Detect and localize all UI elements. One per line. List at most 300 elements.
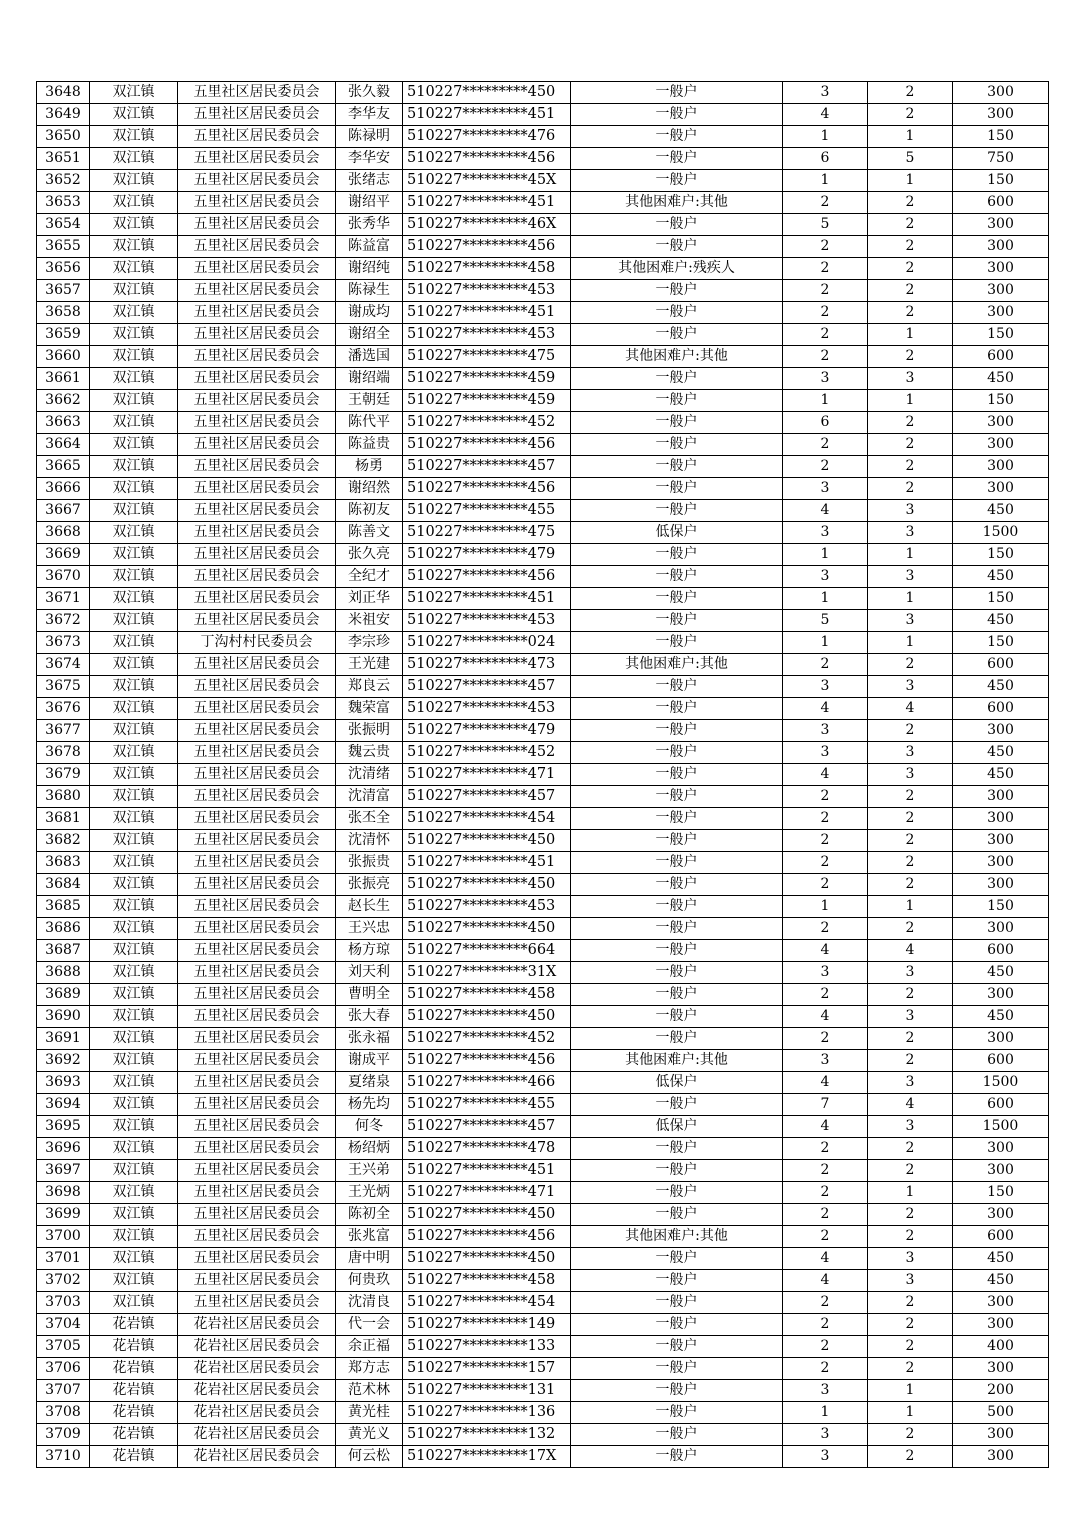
household-type-cell: 一般户 <box>571 896 783 918</box>
amount-cell: 600 <box>953 1094 1049 1116</box>
benefit-count-cell: 2 <box>868 1138 953 1160</box>
table-row <box>37 1138 1049 1160</box>
table-row <box>37 1160 1049 1182</box>
table-row <box>37 1270 1049 1292</box>
benefit-count-cell: 2 <box>868 1160 953 1182</box>
committee-cell: 五里社区居民委员会 <box>178 1182 336 1204</box>
amount-cell: 1500 <box>953 522 1049 544</box>
household-size-cell: 3 <box>783 1380 868 1402</box>
serial-cell: 3688 <box>37 962 90 984</box>
amount-cell: 450 <box>953 566 1049 588</box>
household-type-cell: 一般户 <box>571 434 783 456</box>
serial-cell: 3648 <box>37 82 90 104</box>
town-cell: 双江镇 <box>90 786 178 808</box>
town-cell: 双江镇 <box>90 698 178 720</box>
id-number-cell: 510227*********454 <box>403 808 571 830</box>
town-cell: 双江镇 <box>90 1248 178 1270</box>
id-number-cell: 510227*********453 <box>403 610 571 632</box>
name-cell: 陈初全 <box>336 1204 403 1226</box>
table-row <box>37 1028 1049 1050</box>
town-cell: 双江镇 <box>90 1050 178 1072</box>
town-cell: 双江镇 <box>90 302 178 324</box>
name-cell: 陈益贵 <box>336 434 403 456</box>
benefit-count-cell: 3 <box>868 764 953 786</box>
name-cell: 张大春 <box>336 1006 403 1028</box>
table-row <box>37 258 1049 280</box>
household-type-cell: 一般户 <box>571 1006 783 1028</box>
household-size-cell: 7 <box>783 1094 868 1116</box>
household-type-cell: 一般户 <box>571 500 783 522</box>
amount-cell: 300 <box>953 456 1049 478</box>
household-size-cell: 2 <box>783 654 868 676</box>
amount-cell: 150 <box>953 588 1049 610</box>
serial-cell: 3664 <box>37 434 90 456</box>
serial-cell: 3658 <box>37 302 90 324</box>
table-row <box>37 1094 1049 1116</box>
benefit-count-cell: 2 <box>868 478 953 500</box>
household-type-cell: 一般户 <box>571 918 783 940</box>
id-number-cell: 510227*********157 <box>403 1358 571 1380</box>
serial-cell: 3701 <box>37 1248 90 1270</box>
household-type-cell: 一般户 <box>571 1182 783 1204</box>
table-row <box>37 786 1049 808</box>
household-size-cell: 1 <box>783 1402 868 1424</box>
amount-cell: 450 <box>953 676 1049 698</box>
serial-cell: 3656 <box>37 258 90 280</box>
name-cell: 张绪志 <box>336 170 403 192</box>
serial-cell: 3692 <box>37 1050 90 1072</box>
name-cell: 王兴忠 <box>336 918 403 940</box>
benefit-count-cell: 1 <box>868 1402 953 1424</box>
table-row <box>37 104 1049 126</box>
table-row <box>37 148 1049 170</box>
benefit-count-cell: 2 <box>868 720 953 742</box>
household-size-cell: 1 <box>783 170 868 192</box>
table-row <box>37 522 1049 544</box>
committee-cell: 五里社区居民委员会 <box>178 1292 336 1314</box>
amount-cell: 300 <box>953 808 1049 830</box>
table-row <box>37 1446 1049 1468</box>
benefit-count-cell: 2 <box>868 786 953 808</box>
amount-cell: 300 <box>953 214 1049 236</box>
town-cell: 双江镇 <box>90 830 178 852</box>
table-row <box>37 764 1049 786</box>
amount-cell: 200 <box>953 1380 1049 1402</box>
benefit-count-cell: 2 <box>868 104 953 126</box>
household-type-cell: 一般户 <box>571 390 783 412</box>
id-number-cell: 510227*********131 <box>403 1380 571 1402</box>
town-cell: 双江镇 <box>90 192 178 214</box>
serial-cell: 3655 <box>37 236 90 258</box>
id-number-cell: 510227*********664 <box>403 940 571 962</box>
benefit-count-cell: 1 <box>868 1380 953 1402</box>
town-cell: 双江镇 <box>90 280 178 302</box>
serial-cell: 3663 <box>37 412 90 434</box>
name-cell: 何贵玖 <box>336 1270 403 1292</box>
committee-cell: 五里社区居民委员会 <box>178 918 336 940</box>
household-type-cell: 一般户 <box>571 170 783 192</box>
serial-cell: 3659 <box>37 324 90 346</box>
town-cell: 双江镇 <box>90 852 178 874</box>
household-type-cell: 一般户 <box>571 1028 783 1050</box>
committee-cell: 五里社区居民委员会 <box>178 1116 336 1138</box>
table-row <box>37 170 1049 192</box>
household-type-cell: 一般户 <box>571 676 783 698</box>
benefit-count-cell: 1 <box>868 588 953 610</box>
amount-cell: 150 <box>953 896 1049 918</box>
household-size-cell: 2 <box>783 1028 868 1050</box>
serial-cell: 3660 <box>37 346 90 368</box>
benefit-count-cell: 1 <box>868 324 953 346</box>
household-type-cell: 一般户 <box>571 720 783 742</box>
committee-cell: 花岩社区居民委员会 <box>178 1402 336 1424</box>
household-type-cell: 一般户 <box>571 1160 783 1182</box>
committee-cell: 五里社区居民委员会 <box>178 940 336 962</box>
name-cell: 郑方志 <box>336 1358 403 1380</box>
town-cell: 双江镇 <box>90 1006 178 1028</box>
benefit-count-cell: 3 <box>868 676 953 698</box>
serial-cell: 3672 <box>37 610 90 632</box>
town-cell: 双江镇 <box>90 456 178 478</box>
name-cell: 杨方琼 <box>336 940 403 962</box>
name-cell: 张永福 <box>336 1028 403 1050</box>
town-cell: 双江镇 <box>90 1182 178 1204</box>
table-row <box>37 126 1049 148</box>
name-cell: 沈清绪 <box>336 764 403 786</box>
name-cell: 赵长生 <box>336 896 403 918</box>
id-number-cell: 510227*********450 <box>403 1006 571 1028</box>
household-size-cell: 2 <box>783 434 868 456</box>
amount-cell: 600 <box>953 1226 1049 1248</box>
amount-cell: 300 <box>953 874 1049 896</box>
household-type-cell: 一般户 <box>571 632 783 654</box>
name-cell: 谢成平 <box>336 1050 403 1072</box>
id-number-cell: 510227*********136 <box>403 1402 571 1424</box>
id-number-cell: 510227*********451 <box>403 192 571 214</box>
household-size-cell: 2 <box>783 1314 868 1336</box>
serial-cell: 3699 <box>37 1204 90 1226</box>
household-size-cell: 2 <box>783 1358 868 1380</box>
household-size-cell: 2 <box>783 852 868 874</box>
id-number-cell: 510227*********471 <box>403 1182 571 1204</box>
household-type-cell: 一般户 <box>571 1358 783 1380</box>
table-row <box>37 412 1049 434</box>
id-number-cell: 510227*********132 <box>403 1424 571 1446</box>
table-row <box>37 830 1049 852</box>
serial-cell: 3697 <box>37 1160 90 1182</box>
id-number-cell: 510227*********451 <box>403 302 571 324</box>
table-row <box>37 742 1049 764</box>
amount-cell: 300 <box>953 1028 1049 1050</box>
table-row <box>37 1226 1049 1248</box>
amount-cell: 300 <box>953 280 1049 302</box>
town-cell: 双江镇 <box>90 104 178 126</box>
household-type-cell: 低保户 <box>571 1116 783 1138</box>
id-number-cell: 510227*********476 <box>403 126 571 148</box>
benefit-count-cell: 2 <box>868 1358 953 1380</box>
name-cell: 谢绍纯 <box>336 258 403 280</box>
benefit-count-cell: 2 <box>868 1446 953 1468</box>
household-type-cell: 低保户 <box>571 522 783 544</box>
amount-cell: 300 <box>953 720 1049 742</box>
table-row <box>37 1072 1049 1094</box>
town-cell: 双江镇 <box>90 170 178 192</box>
household-size-cell: 2 <box>783 1292 868 1314</box>
town-cell: 双江镇 <box>90 1028 178 1050</box>
id-number-cell: 510227*********024 <box>403 632 571 654</box>
amount-cell: 150 <box>953 170 1049 192</box>
name-cell: 张丕全 <box>336 808 403 830</box>
id-number-cell: 510227*********459 <box>403 390 571 412</box>
town-cell: 双江镇 <box>90 522 178 544</box>
town-cell: 双江镇 <box>90 500 178 522</box>
serial-cell: 3700 <box>37 1226 90 1248</box>
serial-cell: 3709 <box>37 1424 90 1446</box>
household-type-cell: 一般户 <box>571 610 783 632</box>
serial-cell: 3674 <box>37 654 90 676</box>
household-type-cell: 其他困难户:其他 <box>571 192 783 214</box>
id-number-cell: 510227*********456 <box>403 1050 571 1072</box>
town-cell: 花岩镇 <box>90 1314 178 1336</box>
id-number-cell: 510227*********457 <box>403 456 571 478</box>
serial-cell: 3707 <box>37 1380 90 1402</box>
town-cell: 双江镇 <box>90 1160 178 1182</box>
data-table <box>36 81 1049 1468</box>
table-row <box>37 940 1049 962</box>
benefit-count-cell: 4 <box>868 698 953 720</box>
table-row <box>37 676 1049 698</box>
table-row <box>37 962 1049 984</box>
household-size-cell: 3 <box>783 720 868 742</box>
amount-cell: 600 <box>953 192 1049 214</box>
household-type-cell: 一般户 <box>571 302 783 324</box>
amount-cell: 150 <box>953 1182 1049 1204</box>
household-size-cell: 1 <box>783 390 868 412</box>
town-cell: 双江镇 <box>90 1072 178 1094</box>
town-cell: 双江镇 <box>90 610 178 632</box>
amount-cell: 300 <box>953 918 1049 940</box>
household-size-cell: 2 <box>783 192 868 214</box>
table-row <box>37 918 1049 940</box>
table-row <box>37 654 1049 676</box>
serial-cell: 3683 <box>37 852 90 874</box>
committee-cell: 五里社区居民委员会 <box>178 962 336 984</box>
name-cell: 陈禄明 <box>336 126 403 148</box>
serial-cell: 3650 <box>37 126 90 148</box>
household-size-cell: 2 <box>783 1226 868 1248</box>
serial-cell: 3673 <box>37 632 90 654</box>
amount-cell: 150 <box>953 632 1049 654</box>
committee-cell: 五里社区居民委员会 <box>178 280 336 302</box>
town-cell: 双江镇 <box>90 258 178 280</box>
household-size-cell: 2 <box>783 324 868 346</box>
town-cell: 双江镇 <box>90 324 178 346</box>
committee-cell: 五里社区居民委员会 <box>178 764 336 786</box>
benefit-count-cell: 3 <box>868 522 953 544</box>
id-number-cell: 510227*********453 <box>403 896 571 918</box>
household-type-cell: 一般户 <box>571 148 783 170</box>
household-size-cell: 3 <box>783 1424 868 1446</box>
id-number-cell: 510227*********478 <box>403 1138 571 1160</box>
serial-cell: 3690 <box>37 1006 90 1028</box>
household-type-cell: 一般户 <box>571 1314 783 1336</box>
committee-cell: 五里社区居民委员会 <box>178 148 336 170</box>
committee-cell: 花岩社区居民委员会 <box>178 1358 336 1380</box>
household-size-cell: 1 <box>783 588 868 610</box>
benefit-count-cell: 2 <box>868 984 953 1006</box>
benefit-count-cell: 2 <box>868 456 953 478</box>
benefit-count-cell: 2 <box>868 874 953 896</box>
household-size-cell: 2 <box>783 808 868 830</box>
household-size-cell: 1 <box>783 126 868 148</box>
committee-cell: 五里社区居民委员会 <box>178 1270 336 1292</box>
town-cell: 双江镇 <box>90 346 178 368</box>
committee-cell: 五里社区居民委员会 <box>178 544 336 566</box>
table-row <box>37 874 1049 896</box>
household-type-cell: 低保户 <box>571 1072 783 1094</box>
household-type-cell: 一般户 <box>571 852 783 874</box>
id-number-cell: 510227*********451 <box>403 588 571 610</box>
household-type-cell: 一般户 <box>571 1402 783 1424</box>
name-cell: 张振亮 <box>336 874 403 896</box>
name-cell: 代一会 <box>336 1314 403 1336</box>
table-body <box>37 82 1049 1468</box>
amount-cell: 300 <box>953 478 1049 500</box>
benefit-count-cell: 3 <box>868 742 953 764</box>
id-number-cell: 510227*********456 <box>403 434 571 456</box>
amount-cell: 600 <box>953 346 1049 368</box>
benefit-count-cell: 2 <box>868 1050 953 1072</box>
serial-cell: 3665 <box>37 456 90 478</box>
committee-cell: 五里社区居民委员会 <box>178 1006 336 1028</box>
household-size-cell: 4 <box>783 1072 868 1094</box>
household-size-cell: 2 <box>783 302 868 324</box>
amount-cell: 300 <box>953 984 1049 1006</box>
household-type-cell: 一般户 <box>571 412 783 434</box>
amount-cell: 150 <box>953 390 1049 412</box>
serial-cell: 3695 <box>37 1116 90 1138</box>
serial-cell: 3662 <box>37 390 90 412</box>
town-cell: 双江镇 <box>90 412 178 434</box>
serial-cell: 3661 <box>37 368 90 390</box>
benefit-count-cell: 2 <box>868 192 953 214</box>
amount-cell: 300 <box>953 830 1049 852</box>
name-cell: 张振明 <box>336 720 403 742</box>
household-size-cell: 2 <box>783 236 868 258</box>
id-number-cell: 510227*********453 <box>403 280 571 302</box>
name-cell: 沈清良 <box>336 1292 403 1314</box>
committee-cell: 五里社区居民委员会 <box>178 1138 336 1160</box>
town-cell: 双江镇 <box>90 236 178 258</box>
benefit-count-cell: 2 <box>868 236 953 258</box>
household-type-cell: 一般户 <box>571 742 783 764</box>
household-type-cell: 一般户 <box>571 456 783 478</box>
name-cell: 郑良云 <box>336 676 403 698</box>
committee-cell: 花岩社区居民委员会 <box>178 1336 336 1358</box>
serial-cell: 3684 <box>37 874 90 896</box>
table-row <box>37 588 1049 610</box>
name-cell: 黄光义 <box>336 1424 403 1446</box>
amount-cell: 300 <box>953 104 1049 126</box>
amount-cell: 150 <box>953 126 1049 148</box>
amount-cell: 450 <box>953 1006 1049 1028</box>
id-number-cell: 510227*********450 <box>403 874 571 896</box>
committee-cell: 五里社区居民委员会 <box>178 1028 336 1050</box>
committee-cell: 五里社区居民委员会 <box>178 654 336 676</box>
id-number-cell: 510227*********46X <box>403 214 571 236</box>
amount-cell: 300 <box>953 302 1049 324</box>
town-cell: 花岩镇 <box>90 1358 178 1380</box>
table-row <box>37 1424 1049 1446</box>
serial-cell: 3687 <box>37 940 90 962</box>
name-cell: 刘天利 <box>336 962 403 984</box>
amount-cell: 300 <box>953 258 1049 280</box>
household-type-cell: 其他困难户:其他 <box>571 1050 783 1072</box>
id-number-cell: 510227*********459 <box>403 368 571 390</box>
town-cell: 双江镇 <box>90 984 178 1006</box>
household-type-cell: 一般户 <box>571 104 783 126</box>
table-row <box>37 1248 1049 1270</box>
town-cell: 双江镇 <box>90 566 178 588</box>
serial-cell: 3653 <box>37 192 90 214</box>
amount-cell: 450 <box>953 1248 1049 1270</box>
benefit-count-cell: 2 <box>868 280 953 302</box>
household-size-cell: 3 <box>783 1050 868 1072</box>
household-type-cell: 一般户 <box>571 214 783 236</box>
committee-cell: 五里社区居民委员会 <box>178 896 336 918</box>
amount-cell: 300 <box>953 1138 1049 1160</box>
household-size-cell: 2 <box>783 984 868 1006</box>
committee-cell: 五里社区居民委员会 <box>178 852 336 874</box>
benefit-count-cell: 2 <box>868 1204 953 1226</box>
household-size-cell: 4 <box>783 1270 868 1292</box>
household-type-cell: 一般户 <box>571 1248 783 1270</box>
household-size-cell: 4 <box>783 698 868 720</box>
household-type-cell: 一般户 <box>571 1424 783 1446</box>
committee-cell: 五里社区居民委员会 <box>178 412 336 434</box>
name-cell: 王朝廷 <box>336 390 403 412</box>
name-cell: 杨勇 <box>336 456 403 478</box>
household-size-cell: 5 <box>783 214 868 236</box>
table-row <box>37 324 1049 346</box>
id-number-cell: 510227*********471 <box>403 764 571 786</box>
name-cell: 王兴弟 <box>336 1160 403 1182</box>
amount-cell: 300 <box>953 82 1049 104</box>
household-type-cell: 一般户 <box>571 1380 783 1402</box>
town-cell: 双江镇 <box>90 1094 178 1116</box>
id-number-cell: 510227*********456 <box>403 236 571 258</box>
town-cell: 双江镇 <box>90 478 178 500</box>
household-type-cell: 一般户 <box>571 478 783 500</box>
household-type-cell: 一般户 <box>571 808 783 830</box>
name-cell: 谢绍端 <box>336 368 403 390</box>
town-cell: 双江镇 <box>90 126 178 148</box>
benefit-count-cell: 2 <box>868 434 953 456</box>
serial-cell: 3657 <box>37 280 90 302</box>
committee-cell: 五里社区居民委员会 <box>178 698 336 720</box>
amount-cell: 450 <box>953 742 1049 764</box>
household-size-cell: 2 <box>783 786 868 808</box>
committee-cell: 五里社区居民委员会 <box>178 566 336 588</box>
id-number-cell: 510227*********450 <box>403 918 571 940</box>
serial-cell: 3677 <box>37 720 90 742</box>
id-number-cell: 510227*********455 <box>403 500 571 522</box>
amount-cell: 600 <box>953 1050 1049 1072</box>
serial-cell: 3698 <box>37 1182 90 1204</box>
benefit-count-cell: 2 <box>868 214 953 236</box>
household-size-cell: 2 <box>783 1204 868 1226</box>
name-cell: 潘选国 <box>336 346 403 368</box>
